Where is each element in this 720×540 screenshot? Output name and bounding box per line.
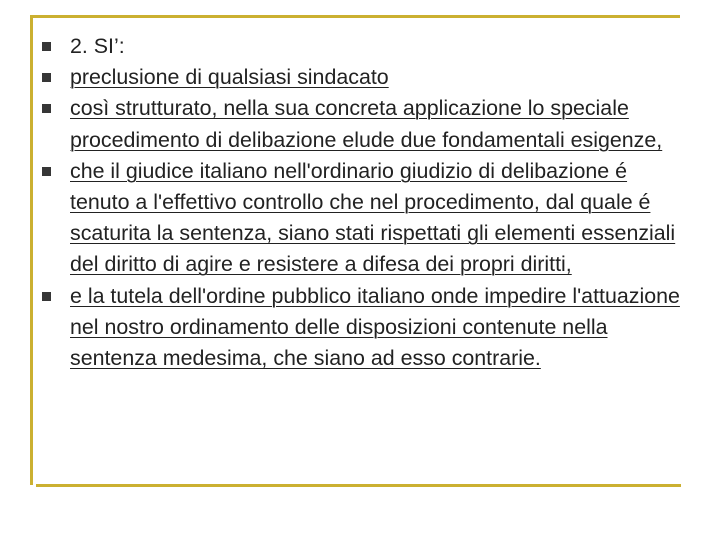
square-bullet-icon: [42, 73, 51, 82]
bullet-item: [0, 156, 720, 281]
bullet-link-text[interactable]: che il giudice italiano nell'ordinario giudizio di delibazione é tenuto a l'effettivo controllo che nel procedimento, dal quale é scaturita la sentenza, siano stati rispettati gli elementi essenziali del diritto di agire e resistere a difesa dei propri diritti,: [70, 158, 676, 277]
bullet-link-text[interactable]: preclusione di qualsiasi sindacato: [70, 65, 389, 90]
bullet-text-heading: 2. SI’:: [70, 34, 125, 58]
bullet-item: [0, 281, 720, 375]
bullet-link-text[interactable]: e la tutela dell'ordine pubblico italiano onde impedire l'attuazione nel nostro ordinamento delle disposizioni contenute nella sentenza medesima, che siano ad esso contrarie.: [70, 283, 680, 371]
square-bullet-icon: [42, 104, 51, 113]
bullet-item: [0, 93, 720, 155]
square-bullet-icon: [42, 167, 51, 176]
bullet-link-text[interactable]: così strutturato, nella sua concreta applicazione lo speciale procedimento di delibazione elude due fondamentali esigenze,: [70, 96, 663, 152]
bullet-item: [0, 31, 720, 62]
square-bullet-icon: [42, 42, 51, 51]
slide-frame-top-border: [30, 15, 680, 18]
slide-frame-bottom-border: [36, 484, 681, 487]
bullet-list: [0, 31, 720, 374]
square-bullet-icon: [42, 292, 51, 301]
bullet-item: [0, 62, 720, 93]
